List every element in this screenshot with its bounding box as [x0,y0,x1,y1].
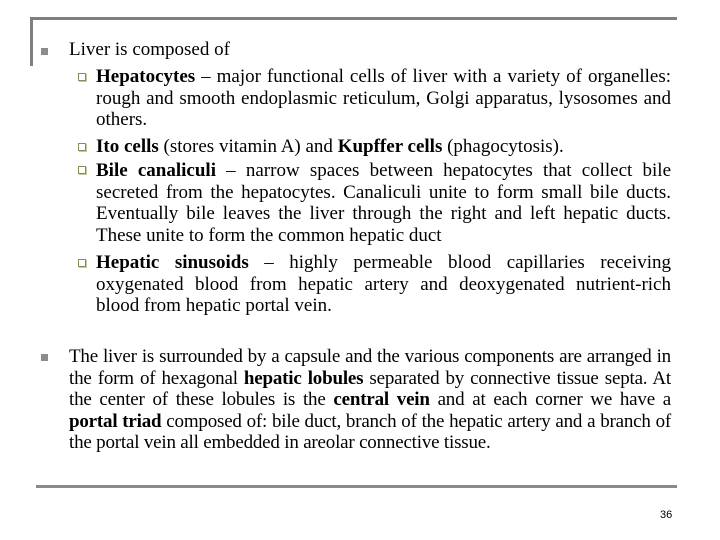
term: portal triad [69,410,162,432]
bullet-icon [41,48,48,55]
description: – narrow spaces between hepatocytes that collect bile secreted from the hepatocytes. Canaliculi unite to form small bile ducts. Eventually bile leaves the liver through the right and left hepatic ducts. These unite to form the common hepatic duct [96,160,672,246]
sub-item-hepatic-sinusoids [96,252,671,317]
description: (stores vitamin A) and [158,136,338,157]
text-run: composed of: bile duct, branch of the hepatic artery and a branch of the portal vein all embedded in areolar connective tissue. [69,410,672,453]
sub-bullet-icon [78,166,86,174]
description: – major functional cells of liver with a variety of organelles: rough and smooth endoplasmic reticulum, Golgi apparatus, lysosomes and others. [96,66,671,130]
sub-item-bile-canaliculi [96,160,671,246]
text-run: separated by connective tissue septa. At the center of these lobules is the [69,367,672,410]
bottom-border-line [36,485,677,488]
sub-item-hepatocytes [96,66,671,131]
term: Hepatocytes [96,66,196,87]
term: Kupffer cells [337,136,443,157]
sub-bullet-icon [78,259,86,267]
sub-bullet-icon [78,143,86,151]
bullet-1-text: Liver is composed of [69,39,230,60]
bullet-2-text [69,346,671,454]
top-border-line [30,17,677,20]
left-border-line [30,17,33,66]
text-run: The liver is surrounded by a capsule and the various components are arranged in the form of hexagonal [69,346,671,389]
term: central vein [333,389,430,410]
description: – highly permeable blood capillaries receiving oxygenated blood from hepatic artery and deoxygenated nutrient-rich blood from hepatic portal vein. [96,252,671,316]
term: Hepatic sinusoids [96,252,249,273]
page-number: 36 [660,509,673,521]
term: Bile canaliculi [96,160,216,181]
sub-item-ito-cells [96,136,671,158]
description: (phagocytosis). [442,136,564,157]
term: hepatic lobules [243,367,364,389]
term: Ito cells [96,136,159,157]
text-run: and at each corner we have a [429,389,671,410]
bullet-icon [41,354,48,361]
sub-bullet-icon [78,73,86,81]
